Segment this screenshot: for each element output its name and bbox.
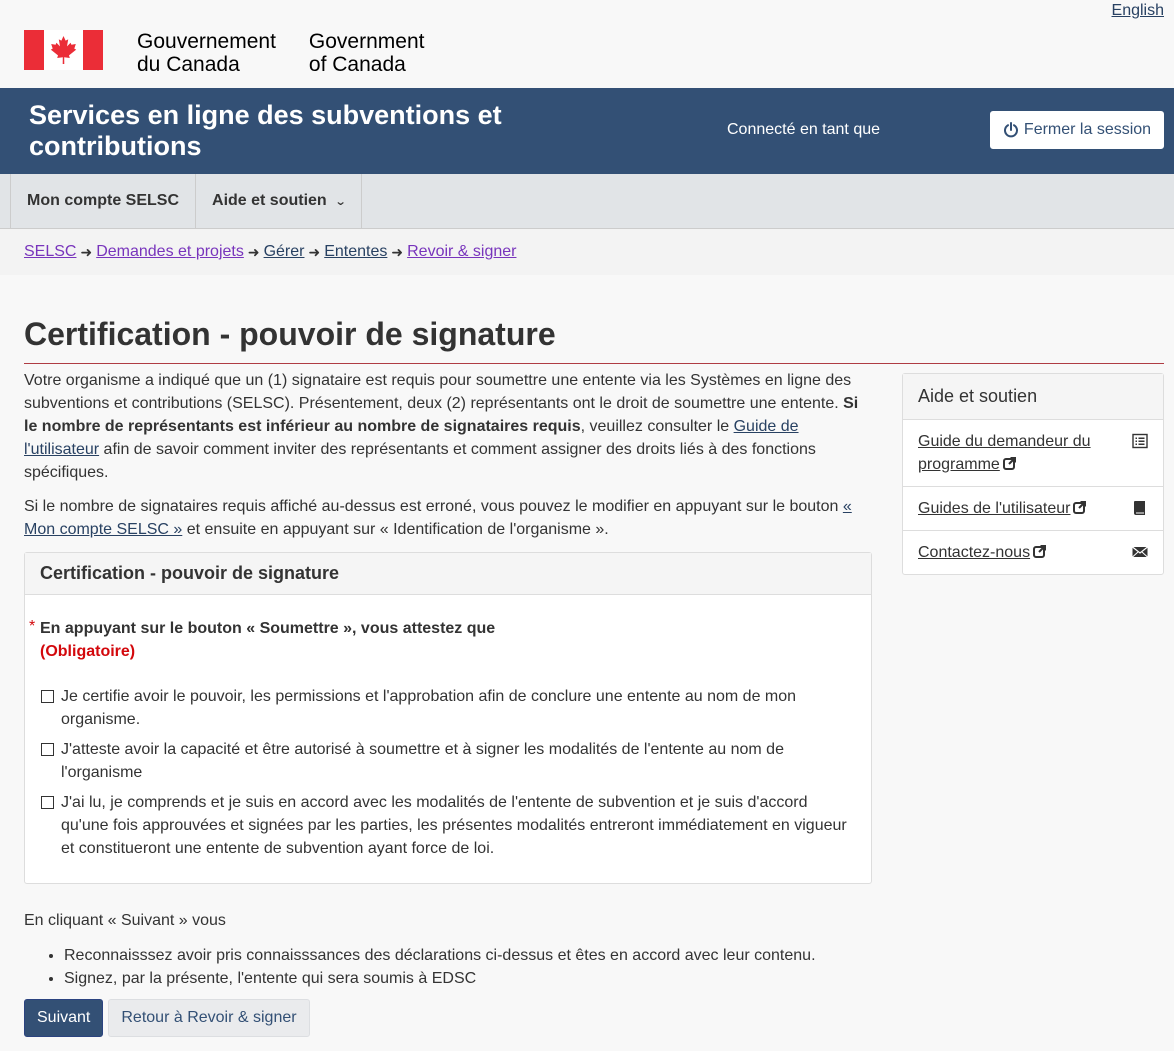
sidebar-link-label[interactable]: Guide du demandeur du programme bbox=[918, 433, 1091, 473]
menu-item-label: Mon compte SELSC bbox=[27, 192, 180, 209]
intro-paragraph: Votre organisme a indiqué que un (1) signataire est requis pour soumettre une entente via les Systèmes en ligne des subventions et contributions (SELSC). Présentement, deux (2) représentants ont le droit de soumettre une entente. Si le nombre de représentants est inférieur au nombre de signataires requis, veuillez consulter le Guide de l'utilisateur afin de savoir comment inviter des représentants et comment assigner des droits liés à des fonctions spécifiques. bbox=[24, 372, 859, 481]
sidebar-link-label[interactable]: Contactez-nous bbox=[918, 544, 1031, 561]
sidebar-link-label[interactable]: Guides de l'utilisateur bbox=[918, 500, 1071, 517]
breadcrumb-link-review-sign[interactable]: Revoir & signer bbox=[407, 243, 517, 260]
checkbox-terms[interactable] bbox=[41, 796, 54, 809]
fieldset-legend: * En appuyant sur le bouton « Soumettre », vous attestez que (Obligatoire) bbox=[40, 617, 856, 663]
gc-signature bbox=[24, 30, 424, 76]
required-text: (Obligatoire) bbox=[40, 643, 136, 660]
checkbox-label[interactable]: J'ai lu, je comprends et je suis en accord avec les modalités de l'entente de subvention et je suis d'accord qu'une fois approuvées et signées par les parties, les présentes modalités entreront immédiatement en vigueur et constitueront une entente de subvention ayant force de loi. bbox=[61, 794, 847, 857]
next-intro: En cliquant « Suivant » vous bbox=[24, 912, 226, 929]
edit-signatories-paragraph: Si le nombre de signataires requis affiché au-dessus est erroné, vous pouvez le modifier en appuyant sur le bouton « Mon compte SELSC » et ensuite en appuyant sur « Identification de l'organisme ». bbox=[24, 498, 852, 538]
arrow-right-icon: ➜ bbox=[308, 243, 321, 260]
consequence-list bbox=[24, 944, 872, 990]
power-icon bbox=[1003, 122, 1019, 138]
breadcrumb-link-manage[interactable]: Gérer bbox=[263, 243, 305, 260]
menu-item-my-account[interactable] bbox=[10, 174, 196, 228]
breadcrumb bbox=[0, 229, 1174, 275]
help-sidebar bbox=[902, 373, 1164, 575]
arrow-right-icon: ➜ bbox=[80, 243, 93, 260]
external-link-icon bbox=[1003, 456, 1017, 470]
checkbox-capacity[interactable] bbox=[41, 743, 54, 756]
sidebar-item-applicant-guide[interactable] bbox=[903, 420, 1163, 487]
list-alt-icon bbox=[1132, 433, 1148, 449]
breadcrumb-link-selsc[interactable]: SELSC bbox=[24, 243, 77, 260]
language-toggle-link[interactable]: English bbox=[1111, 2, 1164, 19]
canada-flag-icon bbox=[24, 30, 103, 70]
next-consequences bbox=[24, 909, 872, 990]
breadcrumb-link-requests[interactable]: Demandes et projets bbox=[96, 243, 244, 260]
my-account-link[interactable]: « Mon compte SELSC » bbox=[24, 498, 852, 538]
required-star: * bbox=[29, 618, 36, 635]
envelope-icon bbox=[1132, 544, 1148, 560]
checkbox-label[interactable]: Je certifie avoir le pouvoir, les permissions et l'approbation afin de conclure une entente au nom de mon organisme. bbox=[61, 688, 797, 728]
logout-label: Fermer la session bbox=[1023, 121, 1152, 138]
sidebar-heading: Aide et soutien bbox=[903, 374, 1163, 420]
content-column bbox=[24, 369, 872, 1037]
action-buttons bbox=[24, 999, 872, 1037]
checkbox-row-terms[interactable] bbox=[40, 791, 856, 860]
sidebar-item-contact-us[interactable] bbox=[903, 531, 1163, 574]
menu-item-label: Aide et soutien bbox=[212, 192, 327, 209]
checkbox-label[interactable]: J'atteste avoir la capacité et être autorisé à soumettre et à signer les modalités de l'entente au nom de l'organisme bbox=[61, 741, 784, 781]
signature-french: Gouvernement du Canada bbox=[137, 30, 276, 76]
checkbox-row-authority[interactable] bbox=[40, 685, 856, 731]
panel-body bbox=[25, 595, 871, 883]
connected-as-label: Connecté en tant que bbox=[727, 121, 881, 138]
list-item: • Signez, par la présente, l'entente qui sera soumis à EDSC bbox=[64, 967, 872, 990]
app-banner bbox=[0, 88, 1174, 174]
back-to-review-button[interactable]: Retour à Revoir & signer bbox=[108, 999, 309, 1037]
external-link-icon bbox=[1073, 500, 1087, 514]
user-guide-link[interactable]: Guide de l'utilisateur bbox=[24, 418, 799, 458]
app-title: Services en ligne des subventions et contributions bbox=[29, 100, 502, 161]
checkbox-authority[interactable] bbox=[41, 690, 54, 703]
sidebar-item-user-guides[interactable] bbox=[903, 487, 1163, 531]
checkbox-group bbox=[40, 685, 856, 860]
arrow-right-icon: ➜ bbox=[247, 243, 260, 260]
page-title: Certification - pouvoir de signature bbox=[24, 315, 1164, 364]
chevron-down-icon: ⌄ bbox=[334, 195, 347, 208]
menu-item-help-support[interactable] bbox=[196, 174, 362, 228]
next-button[interactable]: Suivant bbox=[24, 999, 103, 1037]
panel-heading: Certification - pouvoir de signature bbox=[25, 553, 871, 595]
main-menu bbox=[0, 174, 1174, 229]
gc-header bbox=[0, 0, 1174, 88]
arrow-right-icon: ➜ bbox=[391, 243, 404, 260]
logout-button[interactable] bbox=[990, 111, 1164, 149]
certification-panel bbox=[24, 552, 872, 884]
book-icon bbox=[1132, 500, 1148, 516]
checkbox-row-capacity[interactable] bbox=[40, 738, 856, 784]
list-item: • Reconnaisssez avoir pris connaisssances des déclarations ci-dessus et êtes en accord avec leur contenu. bbox=[64, 944, 872, 967]
breadcrumb-link-agreements[interactable]: Ententes bbox=[324, 243, 388, 260]
external-link-icon bbox=[1033, 544, 1047, 558]
signature-english: Government of Canada bbox=[308, 30, 425, 76]
